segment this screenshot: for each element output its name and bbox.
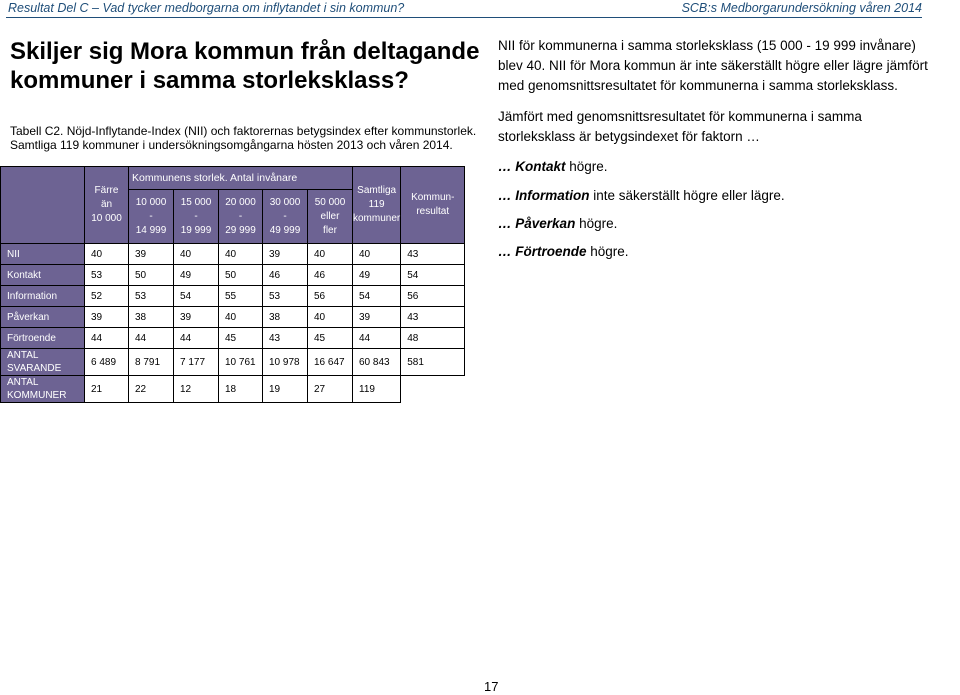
factor-verdict: inte säkerställt högre eller lägre. — [589, 188, 785, 203]
table-cell: 40 — [219, 244, 263, 265]
table-cell: 16 647 — [308, 349, 353, 376]
factor-name: Information — [515, 188, 590, 203]
table-cell: 119 — [353, 376, 401, 403]
section-title: Skiljer sig Mora kommun från deltagande kommuner i samma storleksklass? — [10, 38, 480, 94]
table-cell: 581 — [401, 349, 465, 376]
page-header — [0, 0, 960, 20]
table-row — [1, 265, 465, 286]
table-caption: Tabell C2. Nöjd-Inflytande-Index (NII) och faktorernas betygsindex efter kommunstorlek. Samtliga 119 kommuner i undersökningsomgångarna hösten 2013 och våren 2014. — [10, 124, 477, 152]
factor-result-item — [498, 186, 938, 206]
table-row — [1, 244, 465, 265]
table-cell: 53 — [263, 286, 308, 307]
column-header: Kommun- resultat — [401, 167, 465, 244]
table-cell: 39 — [85, 307, 129, 328]
table-cell: 39 — [353, 307, 401, 328]
table-cell: 39 — [129, 244, 174, 265]
table-cell: 44 — [353, 328, 401, 349]
row-label: NII — [1, 244, 85, 265]
header-right-text: SCB:s Medborgarundersökning våren 2014 — [681, 1, 922, 15]
factor-result-item — [498, 242, 938, 262]
row-label: ANTAL KOMMUNER — [1, 376, 85, 403]
row-label: Information — [1, 286, 85, 307]
table-cell: 43 — [401, 307, 465, 328]
table-row — [1, 376, 465, 403]
table-cell: 40 — [85, 244, 129, 265]
table-cell: 6 489 — [85, 349, 129, 376]
factor-prefix: … — [498, 244, 516, 259]
table-cell: 53 — [85, 265, 129, 286]
table-cell: 49 — [353, 265, 401, 286]
table-cell: 7 177 — [174, 349, 219, 376]
column-header: Samtliga 119 kommuner — [353, 167, 401, 244]
table-cell: 52 — [85, 286, 129, 307]
factor-result-item — [498, 214, 938, 234]
table-cell: 54 — [353, 286, 401, 307]
table-cell: 56 — [308, 286, 353, 307]
column-header: 50 000 eller fler — [308, 190, 353, 244]
table-cell: 38 — [129, 307, 174, 328]
table-cell: 44 — [174, 328, 219, 349]
table-cell: 12 — [174, 376, 219, 403]
table-cell: 56 — [401, 286, 465, 307]
factor-verdict: högre. — [575, 216, 618, 231]
table-cell: 19 — [263, 376, 308, 403]
table-cell: 44 — [85, 328, 129, 349]
table-cell: 53 — [129, 286, 174, 307]
factor-name: Påverkan — [515, 216, 576, 231]
paragraph-nii: NII för kommunerna i samma storleksklass (15 000 - 19 999 invånare) blev 40. NII för Mora kommun är inte säkerställt högre eller lägre jämfört med genomsnittsresultatet för kommunerna i samma storleksklass. — [498, 38, 928, 93]
table-cell: 40 — [308, 244, 353, 265]
corner-cell — [1, 167, 85, 244]
factor-prefix: … — [498, 188, 516, 203]
table-cell: 40 — [174, 244, 219, 265]
table-row — [1, 286, 465, 307]
factor-verdict: högre. — [565, 159, 608, 174]
table-cell: 8 791 — [129, 349, 174, 376]
table-cell: 55 — [219, 286, 263, 307]
table-cell: 40 — [308, 307, 353, 328]
table-cell: 45 — [308, 328, 353, 349]
table-row — [1, 349, 465, 376]
column-header: 10 000 - 14 999 — [129, 190, 174, 244]
table-cell: 18 — [219, 376, 263, 403]
factor-prefix: … — [498, 159, 516, 174]
table-cell: 46 — [308, 265, 353, 286]
table-cell: 21 — [85, 376, 129, 403]
factor-name: Kontakt — [515, 159, 566, 174]
table-cell: 48 — [401, 328, 465, 349]
row-label: ANTAL SVARANDE — [1, 349, 85, 376]
table-cell: 22 — [129, 376, 174, 403]
factor-verdict: högre. — [586, 244, 629, 259]
factor-result-item — [498, 157, 938, 177]
row-label: Påverkan — [1, 307, 85, 328]
table-cell: 39 — [174, 307, 219, 328]
factor-name: Förtroende — [515, 244, 587, 259]
table-cell: 50 — [129, 265, 174, 286]
column-header: Färre än 10 000 — [85, 167, 129, 244]
page-number: 17 — [484, 679, 499, 694]
table-cell: 50 — [219, 265, 263, 286]
table-cell: 46 — [263, 265, 308, 286]
table-cell: 54 — [174, 286, 219, 307]
table-cell: 49 — [174, 265, 219, 286]
table-cell: 44 — [129, 328, 174, 349]
table-cell: 10 978 — [263, 349, 308, 376]
table-cell: 27 — [308, 376, 353, 403]
table-cell: 45 — [219, 328, 263, 349]
column-header: 20 000 - 29 999 — [219, 190, 263, 244]
header-left-text: Resultat Del C – Vad tycker medborgarna om inflytandet i sin kommun? — [8, 1, 405, 15]
table-cell: 40 — [353, 244, 401, 265]
column-header: 15 000 - 19 999 — [174, 190, 219, 244]
table-cell: 39 — [263, 244, 308, 265]
table-cell: 10 761 — [219, 349, 263, 376]
table-cell: 60 843 — [353, 349, 401, 376]
paragraph-comparison: Jämfört med genomsnittsresultatet för kommunerna i samma storleksklass är betygsindexet för faktorn … — [498, 109, 862, 144]
row-label: Förtroende — [1, 328, 85, 349]
column-header: 30 000 - 49 999 — [263, 190, 308, 244]
table-row — [1, 307, 465, 328]
table-cell: 43 — [263, 328, 308, 349]
factor-prefix: … — [498, 216, 516, 231]
table-cell: 43 — [401, 244, 465, 265]
header-rule — [6, 17, 922, 18]
table-cell: 54 — [401, 265, 465, 286]
row-label: Kontakt — [1, 265, 85, 286]
table-cell: 40 — [219, 307, 263, 328]
results-table — [0, 166, 465, 403]
table-cell: 38 — [263, 307, 308, 328]
group-header: Kommunens storlek. Antal invånare — [129, 167, 353, 190]
table-row — [1, 328, 465, 349]
table-cell — [401, 376, 465, 403]
